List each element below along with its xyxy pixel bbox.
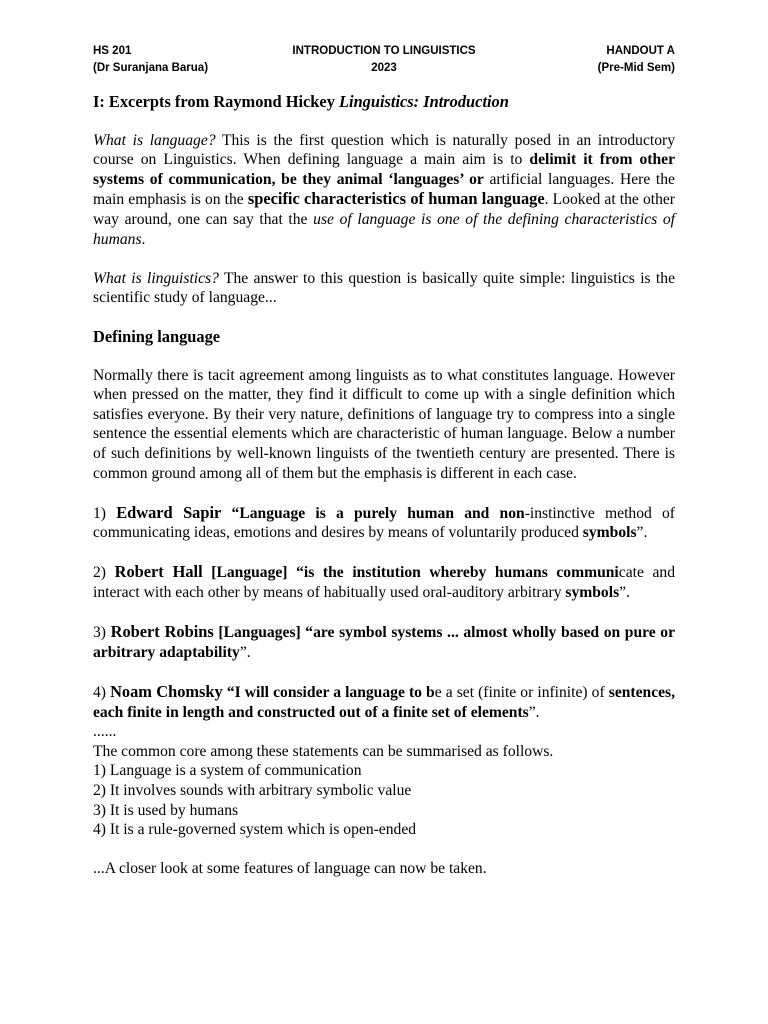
section-heading-excerpts [93,92,675,112]
text: . [141,230,146,248]
summary-intro: The common core among these statements can be summarised as follows. [93,742,554,760]
quote-bold: sentences, each finite in length and constructed out of a finite set of elements [93,684,676,721]
linguist-name: Edward Sapir [116,502,222,522]
heading-text: I: Excerpts from Raymond Hickey [93,92,339,111]
quote-end: ”. [528,703,540,721]
quote-end: ”. [619,584,630,602]
text: The answer to this question is basically quite simple: linguistics is the scientific study of language... [93,269,675,307]
text: This is the first question which is naturally posed in an introductory course on Linguistics. When defining language a main aim is to [93,131,675,169]
definition-hall [93,562,675,602]
num: 2) [93,564,115,582]
course-code: HS 201 [93,45,132,57]
quote: e a set (finite or infinite) of [434,684,609,702]
quote-bold: “Language is a purely human and non [221,504,525,522]
page-header [93,43,675,77]
book-title: Linguistics: Introduction [339,92,509,111]
paragraph-what-is-linguistics [93,269,675,308]
section-heading-defining-language: Defining language [93,326,221,346]
emphasis: specific characteristics of human language [247,189,545,209]
text: artificial languages. Here the main emphasis is on the [93,170,675,209]
italic-phrase: use of language is one of the defining characteristics of humans [93,210,675,248]
course-title: INTRODUCTION TO LINGUISTICS [292,45,476,57]
summary-item: 2) It involves sounds with arbitrary symbolic value [93,782,412,799]
quote-bold: symbols [582,524,637,542]
document-body [93,92,675,879]
definition-robins [93,622,675,662]
instructor: (Dr Suranjana Barua) [93,62,209,74]
quote-bold: “I will consider a language to b [222,684,435,702]
num: 4) [93,684,111,702]
definition-chomsky [93,682,675,722]
definition-sapir [93,503,675,543]
linguist-name: Robert Robins [110,622,214,642]
paragraph-what-is-language [93,131,675,250]
num: 1) [93,504,117,522]
num: 3) [93,624,111,642]
quote-bold: [Languages] “are symbol systems ... almost wholly based on pure or arbitrary adaptability [93,624,676,661]
linguist-name: Noam Chomsky [110,682,223,702]
summary-item: 3) It is used by humans [93,801,239,819]
year: 2023 [371,62,397,74]
paragraph-intro-definitions: Normally there is tacit agreement among linguists as to what constitutes language. However when pressed on the matter, they find it difficult to come up with a single definition which satisfies everyone. By their very nature, definitions of language try to compress into a single sentence the essential elements which are characteristic of human language. Below a number of such definitions by well-known linguists of the twentieth century are presented. There is common ground among all of them but the emphasis is different in each case. [93,366,675,482]
quote-end: ”. [239,643,251,661]
closing-line: ...A closer look at some features of language can now be taken. [93,860,487,878]
quote-bold: [Language] “is the institution whereby humans communi [202,564,619,582]
quote-end: ”. [636,524,648,542]
emphasis: delimit it from other systems of communication, be they animal ‘languages’ or [93,151,675,188]
summary-item: 1) Language is a system of communication [93,762,362,780]
linguist-name: Robert Hall [114,562,203,582]
question: What is linguistics? [93,269,219,287]
summary-block [93,722,675,879]
quote: -instinctive method of communicating ideas, emotions and desires by means of voluntarily produced [93,504,676,542]
summary-item: 4) It is a rule-governed system which is open-ended [93,821,417,839]
ellipsis: ...... [93,723,117,741]
text: . Looked at the other way around, one can say that the [93,191,675,228]
quote: cate and interact with each other by means of habitually used oral-auditory arbitrary [93,564,676,602]
term: (Pre-Mid Sem) [597,62,675,74]
handout-label: HANDOUT A [606,45,675,57]
question: What is language? [93,131,216,149]
quote-bold: symbols [565,584,620,602]
